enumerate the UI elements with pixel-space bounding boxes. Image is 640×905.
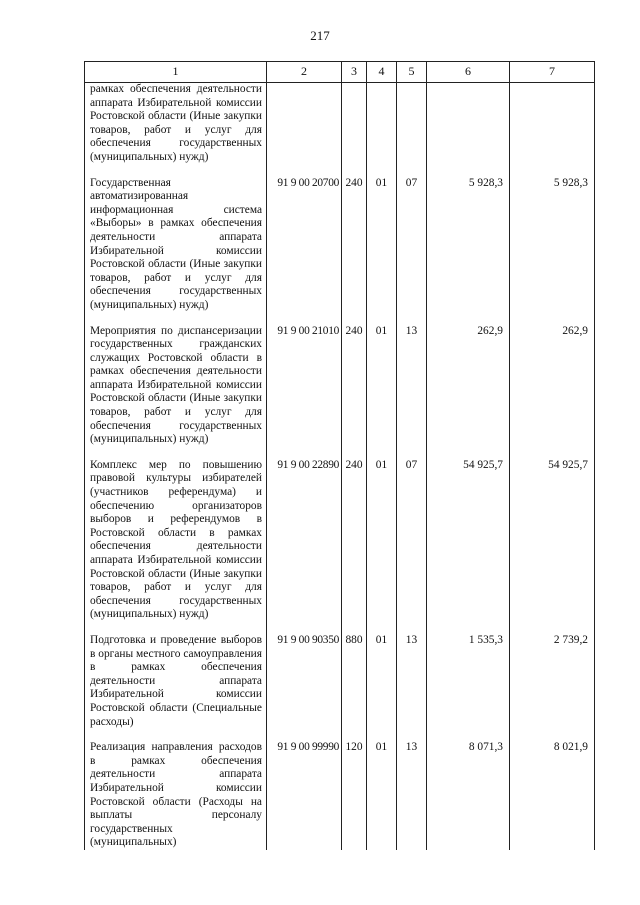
- column-header: 7: [510, 62, 595, 83]
- table-row: [85, 634, 595, 729]
- column-header: 2: [267, 62, 342, 83]
- page-number: 217: [310, 28, 330, 43]
- header-row: [85, 62, 595, 83]
- column-header: 1: [85, 62, 267, 83]
- row-description: Государственная автоматизированная информационная система «Выборы» в рамках обеспечения деятельности аппарата Избирательной комиссии Ростовской области (Иные закупки товаров, работ и услуг для обеспечения государственных (муниципальных) нужд): [85, 177, 267, 313]
- row-code: 91 9 00 21010: [267, 325, 342, 447]
- row-pr: 13: [397, 325, 427, 447]
- row-amount-2: [510, 83, 595, 165]
- row-amount-2: 262,9: [510, 325, 595, 447]
- row-description: Комплекс мер по повышению правовой культуры избирателей (участников референдума) и обеспечению организаторов выборов и референдумов в Ростовской области в рамках обеспечения деятельности аппарата Избирательной комиссии Ростовской области (Иные закупки товаров, работ и услуг для обеспечения государственных (муниципальных) нужд): [85, 459, 267, 622]
- row-pr: [397, 83, 427, 165]
- row-amount-1: 262,9: [427, 325, 510, 447]
- column-header: 4: [367, 62, 397, 83]
- row-rz: 01: [367, 177, 397, 313]
- column-header: 3: [342, 62, 367, 83]
- row-vr: 880: [342, 634, 367, 729]
- row-pr: 07: [397, 177, 427, 313]
- column-header: 5: [397, 62, 427, 83]
- row-code: [267, 83, 342, 165]
- row-vr: 240: [342, 325, 367, 447]
- row-amount-1: 54 925,7: [427, 459, 510, 622]
- row-rz: 01: [367, 741, 397, 850]
- row-vr: [342, 83, 367, 165]
- row-amount-1: 8 071,3: [427, 741, 510, 850]
- budget-table: [84, 61, 595, 850]
- table-row: [85, 741, 595, 850]
- table-row: [85, 325, 595, 447]
- row-amount-2: 2 739,2: [510, 634, 595, 729]
- table-row: [85, 177, 595, 313]
- row-description: Мероприятия по диспансеризации государственных гражданских служащих Ростовской области в рамках обеспечения деятельности аппарата Избирательной комиссии Ростовской области (Иные закупки товаров, работ и услуг для обеспечения государственных (муниципальных) нужд): [85, 325, 267, 447]
- row-amount-2: 5 928,3: [510, 177, 595, 313]
- table-row: [85, 459, 595, 622]
- row-rz: 01: [367, 325, 397, 447]
- row-vr: 240: [342, 177, 367, 313]
- row-vr: 240: [342, 459, 367, 622]
- row-amount-2: 54 925,7: [510, 459, 595, 622]
- row-description: Реализация направления расходов в рамках обеспечения деятельности аппарата Избирательной комиссии Ростовской области (Расходы на выплаты персоналу государственных (муниципальных): [85, 741, 267, 850]
- row-code: 91 9 00 22890: [267, 459, 342, 622]
- row-code: 91 9 00 90350: [267, 634, 342, 729]
- row-amount-1: 5 928,3: [427, 177, 510, 313]
- row-code: 91 9 00 20700: [267, 177, 342, 313]
- row-vr: 120: [342, 741, 367, 850]
- row-amount-1: [427, 83, 510, 165]
- row-code: 91 9 00 99990: [267, 741, 342, 850]
- row-amount-1: 1 535,3: [427, 634, 510, 729]
- table-row: [85, 83, 595, 165]
- row-rz: 01: [367, 459, 397, 622]
- row-pr: 07: [397, 459, 427, 622]
- row-amount-2: 8 021,9: [510, 741, 595, 850]
- row-pr: 13: [397, 741, 427, 850]
- row-description: Подготовка и проведение выборов в органы местного самоуправления в рамках обеспечения деятельности аппарата Избирательной комиссии Ростовской области (Специальные расходы): [85, 634, 267, 729]
- row-rz: [367, 83, 397, 165]
- row-description: рамках обеспечения деятельности аппарата Избирательной комиссии Ростовской области (Иные закупки товаров, работ и услуг для обеспечения государственных (муниципальных) нужд): [85, 83, 267, 165]
- row-rz: 01: [367, 634, 397, 729]
- row-pr: 13: [397, 634, 427, 729]
- column-header: 6: [427, 62, 510, 83]
